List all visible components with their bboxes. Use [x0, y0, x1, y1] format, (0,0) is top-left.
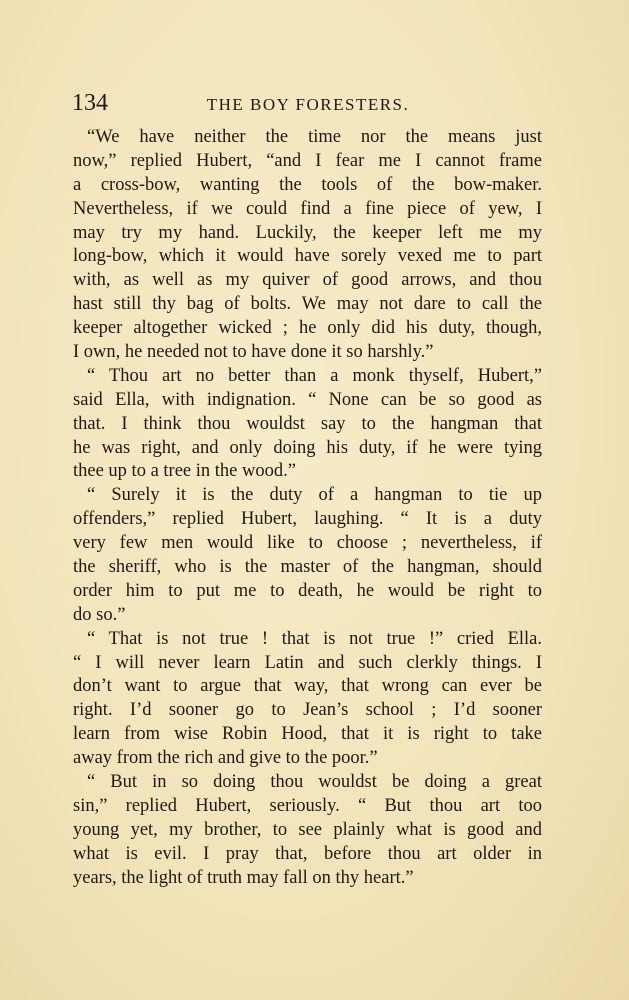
text-line: “ Thou art no better than a monk thyself, Hubert,”	[87, 365, 542, 386]
text-line: right. I’d sooner go to Jean’s school ; I’d sooner	[73, 700, 542, 721]
text-line: “ I will never learn Latin and such clerkly things. I	[73, 652, 542, 673]
text-line: do so.”	[73, 604, 126, 625]
text-line: away from the rich and give to the poor.”	[73, 748, 378, 769]
text-line: may try my hand. Luckily, the keeper left me my	[73, 222, 542, 243]
text-line: Nevertheless, if we could find a fine piece of yew, I	[73, 198, 542, 219]
text-line: long-bow, which it would have sorely vexed me to part	[73, 246, 542, 267]
text-line: hast still thy bag of bolts. We may not dare to call the	[73, 294, 542, 315]
text-line: now,” replied Hubert, “and I fear me I cannot frame	[73, 150, 542, 171]
text-line: don’t want to argue that way, that wrong can ever be	[73, 676, 542, 697]
page-header	[72, 90, 544, 120]
body-text	[73, 126, 542, 891]
text-line: said Ella, with indignation. “ None can be so good as	[73, 389, 542, 410]
text-line: years, the light of truth may fall on thy heart.”	[73, 867, 414, 888]
text-line: order him to put me to death, he would be right to	[73, 580, 542, 601]
text-line: the sheriff, who is the master of the hangman, should	[73, 557, 542, 578]
text-line: “ That is not true ! that is not true !” cried Ella.	[87, 628, 542, 649]
text-line: a cross-bow, wanting the tools of the bow-maker.	[73, 174, 542, 195]
text-line: “We have neither the time nor the means just	[87, 127, 542, 147]
text-line: thee up to a tree in the wood.”	[73, 461, 296, 482]
text-line: I own, he needed not to have done it so harshly.”	[73, 342, 434, 363]
text-line: keeper altogether wicked ; he only did his duty, though,	[73, 318, 542, 339]
page-number: 134	[72, 90, 108, 116]
text-line: with, as well as my quiver of good arrows, and thou	[73, 270, 542, 291]
text-line: what is evil. I pray that, before thou art older in	[73, 843, 542, 864]
text-line: offenders,” replied Hubert, laughing. “ It is a duty	[73, 509, 542, 530]
text-line: learn from wise Robin Hood, that it is right to take	[73, 724, 542, 745]
running-head: THE BOY FORESTERS.	[206, 95, 410, 114]
text-line: “ But in so doing thou wouldst be doing a great	[87, 772, 542, 793]
text-line: very few men would like to choose ; nevertheless, if	[73, 533, 542, 554]
text-line: “ Surely it is the duty of a hangman to tie up	[87, 485, 542, 506]
text-line: young yet, my brother, to see plainly what is good and	[73, 819, 542, 840]
text-line: he was right, and only doing his duty, if he were tying	[73, 437, 542, 458]
text-line: sin,” replied Hubert, seriously. “ But thou art too	[73, 795, 542, 816]
text-line: that. I think thou wouldst say to the hangman that	[73, 413, 542, 434]
